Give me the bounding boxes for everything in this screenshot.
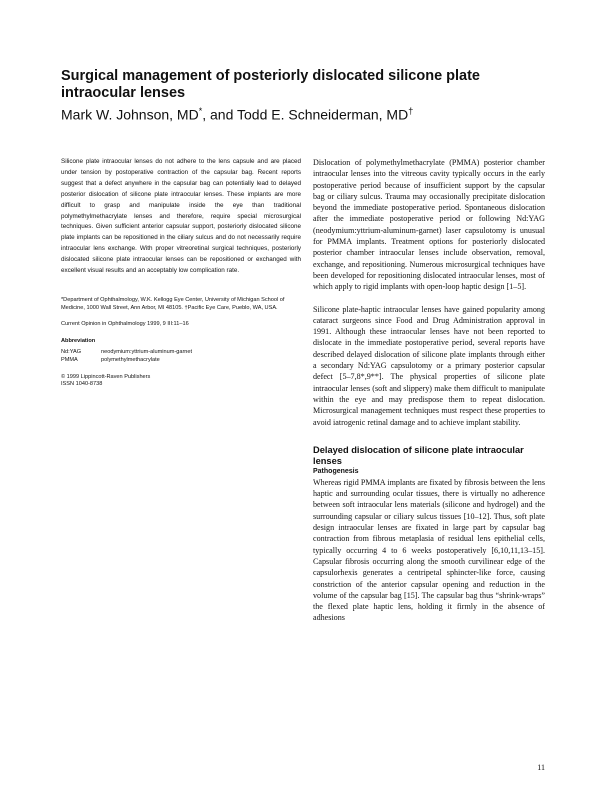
author-joiner: , and: [202, 106, 237, 123]
affiliation-mark: *: [198, 106, 203, 116]
section-heading: Delayed dislocation of silicone plate intraocular lenses: [313, 444, 524, 466]
abbreviations-table: [61, 349, 192, 364]
abbreviation-meaning: polymethylmethacrylate: [101, 356, 160, 363]
author-name: Todd E. Schneiderman, MD: [237, 106, 409, 123]
copyright: © 1999 Lippincott-Raven Publishers: [61, 373, 151, 380]
article-body: [313, 157, 545, 624]
front-matter: [61, 297, 301, 389]
author-line: [61, 103, 531, 123]
body-paragraph: Whereas rigid PMMA implants are fixated by fibrosis between the lens haptic and surrounding ocular tissues, there is virtually no adherence between soft intraocular lens materials (silicone and hydrogel) and the surrounding capsular or ciliary sulcus tissues [10–12]. Thus, soft plate design intraocular lenses are fixated in large part by capsular bag contraction from fibrous metaplasia of residual lens epithelial cells, typically occurring 4 to 6 weeks postoperatively [6,10,11,13–15]. Capsular fibrosis occurring along the smooth curvilinear edge of the capsulorhexis generates a centripetal sphincter-like force, causing constriction of the anterior capsular opening and reduction in the volume of the capsular bag [15]. The capsular bag thus “shrink-wraps” the flexed plate haptic lens, holding it firmly in the absence of adhesions: [313, 477, 545, 623]
abbreviation-term: Nd:YAG: [61, 349, 82, 356]
journal-citation: Current Opinion in Ophthalmology 1999, 9 III:11–16: [61, 321, 189, 328]
subsection-heading: Pathogenesis: [313, 467, 359, 475]
abbreviation-row: [61, 357, 192, 365]
affiliations: *Department of Ophthalmology, W.K. Kellogg Eye Center, University of Michigan School of Medicine, 1000 Wall Street, Ann Arbor, MI 48105. †Pacific Eye Care, Pueblo, WA, USA.: [61, 297, 285, 311]
abbreviation-row: [61, 349, 192, 357]
article-title: Surgical management of posteriorly dislocated silicone plate intraocular lenses: [61, 68, 480, 101]
affiliation-mark: †: [408, 106, 414, 116]
body-paragraph: Silicone plate-haptic intraocular lenses have gained popularity among cataract surgeons since Food and Drug Administration approval in 1991. Although these intraocular lenses have not been reported to dislocate in the immediate postoperative period, several reports have described delayed dislocation of silicone plate implants through either a secondary Nd:YAG capsulotomy or a primary posterior capsular defect [5–7,8*,9**]. The physical properties of silicone plate intraocular lenses (soft and slippery) make them difficult to manipulate within the eye and may predispose them to repeat dislocation. Microsurgical management techniques must respect these properties to avoid iatrogenic retinal damage and to achieve implant stability.: [313, 304, 545, 427]
abstract: Silicone plate intraocular lenses do not adhere to the lens capsule and are placed under tension by postoperative contraction of the capsular bag. Recent reports suggest that a defect anywhere in the capsular bag can potentially lead to delayed posterior dislocation of silicone plate intraocular lenses. These implants are more difficult to grasp and manipulate inside the eye than traditional polymethylmethacrylate lenses and therefore, require special microsurgical techniques. Given sufficient anterior capsular support, posteriorly dislocated silicone plate implants can be repositioned in the ciliary sulcus and do not necessarily require intraocular lens exchange. With proper vitreoretinal surgical techniques, posteriorly dislocated silicone plate intraocular lenses can be repositioned or exchanged with excellent visual results and an acceptably low complication rate.: [61, 158, 301, 275]
issn: ISSN 1040-8738: [61, 381, 103, 388]
body-paragraph: Dislocation of polymethylmethacrylate (PMMA) posterior chamber intraocular lenses into the vitreous cavity typically occurs in the early postoperative period because of insufficient support by the capsular bag or ciliary sulcus. Trauma may occasionally precipitate dislocation beyond the immediate postoperative period. Spontaneous dislocation after the immediate postoperative period or following Nd:YAG (neodymium:yttrium-aluminum-garnet) laser capsulotomy is unusual for PMMA implants. Treatment options for posteriorly dislocated posterior chamber intraocular lenses include observation, removal, exchange, and repositioning. Numerous microsurgical techniques have been developed for repositioning dislocated intraocular lenses, most of which apply to rigid implants with open-loop haptic design [1–5].: [313, 158, 545, 292]
page-number: 11: [537, 763, 545, 772]
abbreviations-heading: Abbreviation: [61, 337, 96, 344]
author-name: Mark W. Johnson, MD: [61, 106, 199, 123]
abbreviation-term: PMMA: [61, 356, 78, 363]
abbreviation-meaning: neodymium:yttrium-aluminum-garnet: [101, 349, 193, 356]
